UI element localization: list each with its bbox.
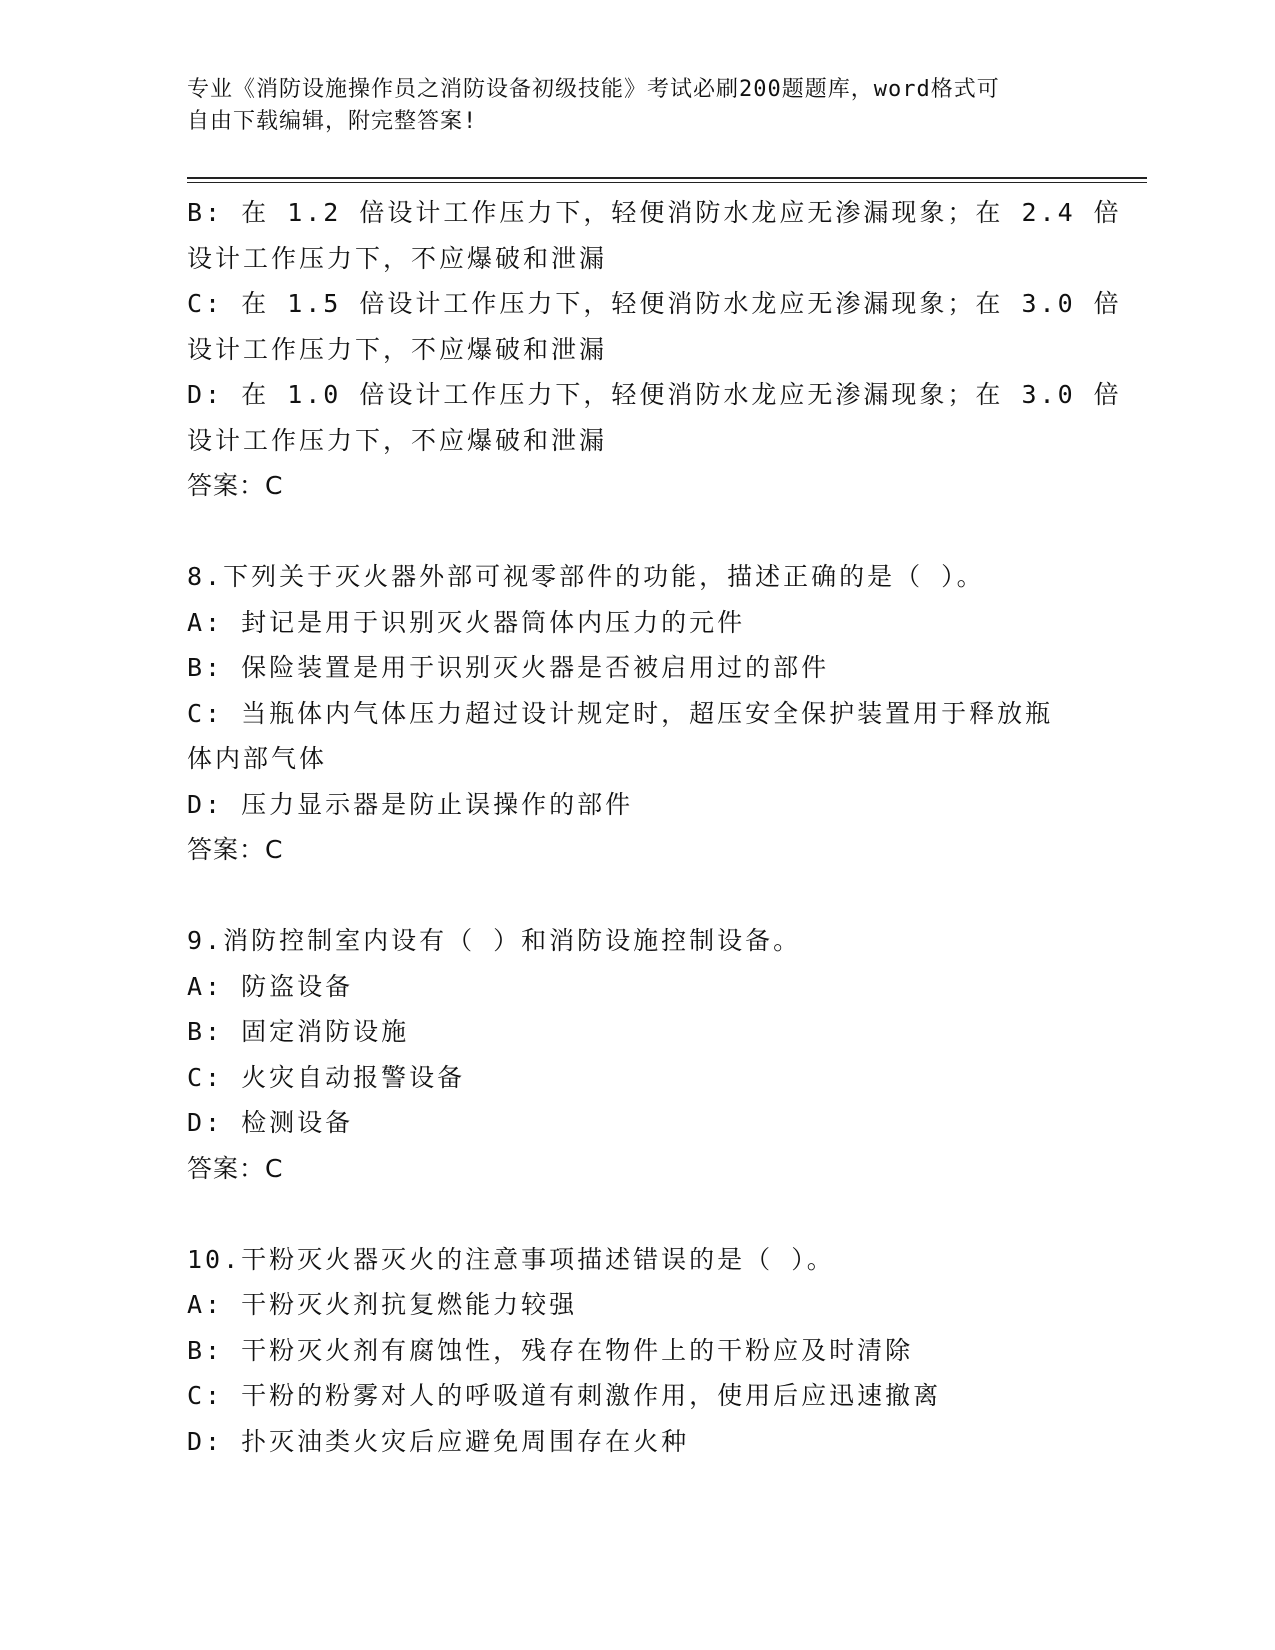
q7-option-b-line-1: B: 在 1.2 倍设计工作压力下，轻便消防水龙应无渗漏现象；在 2.4 倍 [187,198,1122,227]
header-divider-thin [187,182,1147,183]
q8-option-c-line-2: 体内部气体 [187,744,328,773]
q9-option-b: B: 固定消防设施 [187,1017,410,1046]
q8-option-a: A: 封记是用于识别灭火器筒体内压力的元件 [187,607,746,637]
q8-answer: 答案：C [187,835,284,864]
header-title-line-1: 专业《消防设施操作员之消防设备初级技能》考试必刷200题题库，word格式可 [187,77,1000,102]
spacer [187,873,1087,919]
spacer [187,509,1087,555]
q9-option-a: A: 防盗设备 [187,971,354,1001]
header-title-line-2: 自由下载编辑，附完整答案! [187,109,478,134]
q7-option-d-line-1: D: 在 1.0 倍设计工作压力下，轻便消防水龙应无渗漏现象；在 3.0 倍 [187,380,1122,409]
q8-question: 8.下列关于灭火器外部可视零部件的功能，描述正确的是（ ）。 [187,562,985,591]
spacer [187,1191,1087,1237]
question-content [187,190,1122,1464]
question-7-block [187,190,1122,509]
question-10-block [187,1237,1087,1465]
q10-option-b: B: 干粉灭火剂有腐蚀性，残存在物件上的干粉应及时清除 [187,1335,914,1365]
document-header [187,74,1087,138]
q10-question: 10.干粉灭火器灭火的注意事项描述错误的是（ ）。 [187,1244,835,1274]
q10-option-d: D: 扑灭油类火灾后应避免周围存在火种 [187,1426,690,1456]
question-9-block [187,918,1087,1191]
q8-option-b: B: 保险装置是用于识别灭火器是否被启用过的部件 [187,653,830,682]
question-8-block [187,554,1087,873]
q7-answer: 答案：C [187,471,284,500]
q8-option-d: D: 压力显示器是防止误操作的部件 [187,789,634,819]
q9-answer: 答案：C [187,1153,284,1183]
q7-option-d-line-2: 设计工作压力下，不应爆破和泄漏 [187,425,608,455]
q8-option-c-line-1: C: 当瓶体内气体压力超过设计规定时，超压安全保护装置用于释放瓶 [187,698,1054,728]
q10-option-c: C: 干粉的粉雾对人的呼吸道有刺激作用，使用后应迅速撤离 [187,1381,942,1410]
q9-question: 9.消防控制室内设有（ ）和消防设施控制设备。 [187,926,802,955]
q9-option-d: D: 检测设备 [187,1108,354,1137]
header-divider-thick [187,177,1147,179]
q7-option-c-line-2: 设计工作压力下，不应爆破和泄漏 [187,334,608,364]
q10-option-a: A: 干粉灭火剂抗复燃能力较强 [187,1290,578,1319]
q9-option-c: C: 火灾自动报警设备 [187,1062,466,1092]
q7-option-c-line-1: C: 在 1.5 倍设计工作压力下，轻便消防水龙应无渗漏现象；在 3.0 倍 [187,289,1122,318]
q7-option-b-line-2: 设计工作压力下，不应爆破和泄漏 [187,243,608,273]
